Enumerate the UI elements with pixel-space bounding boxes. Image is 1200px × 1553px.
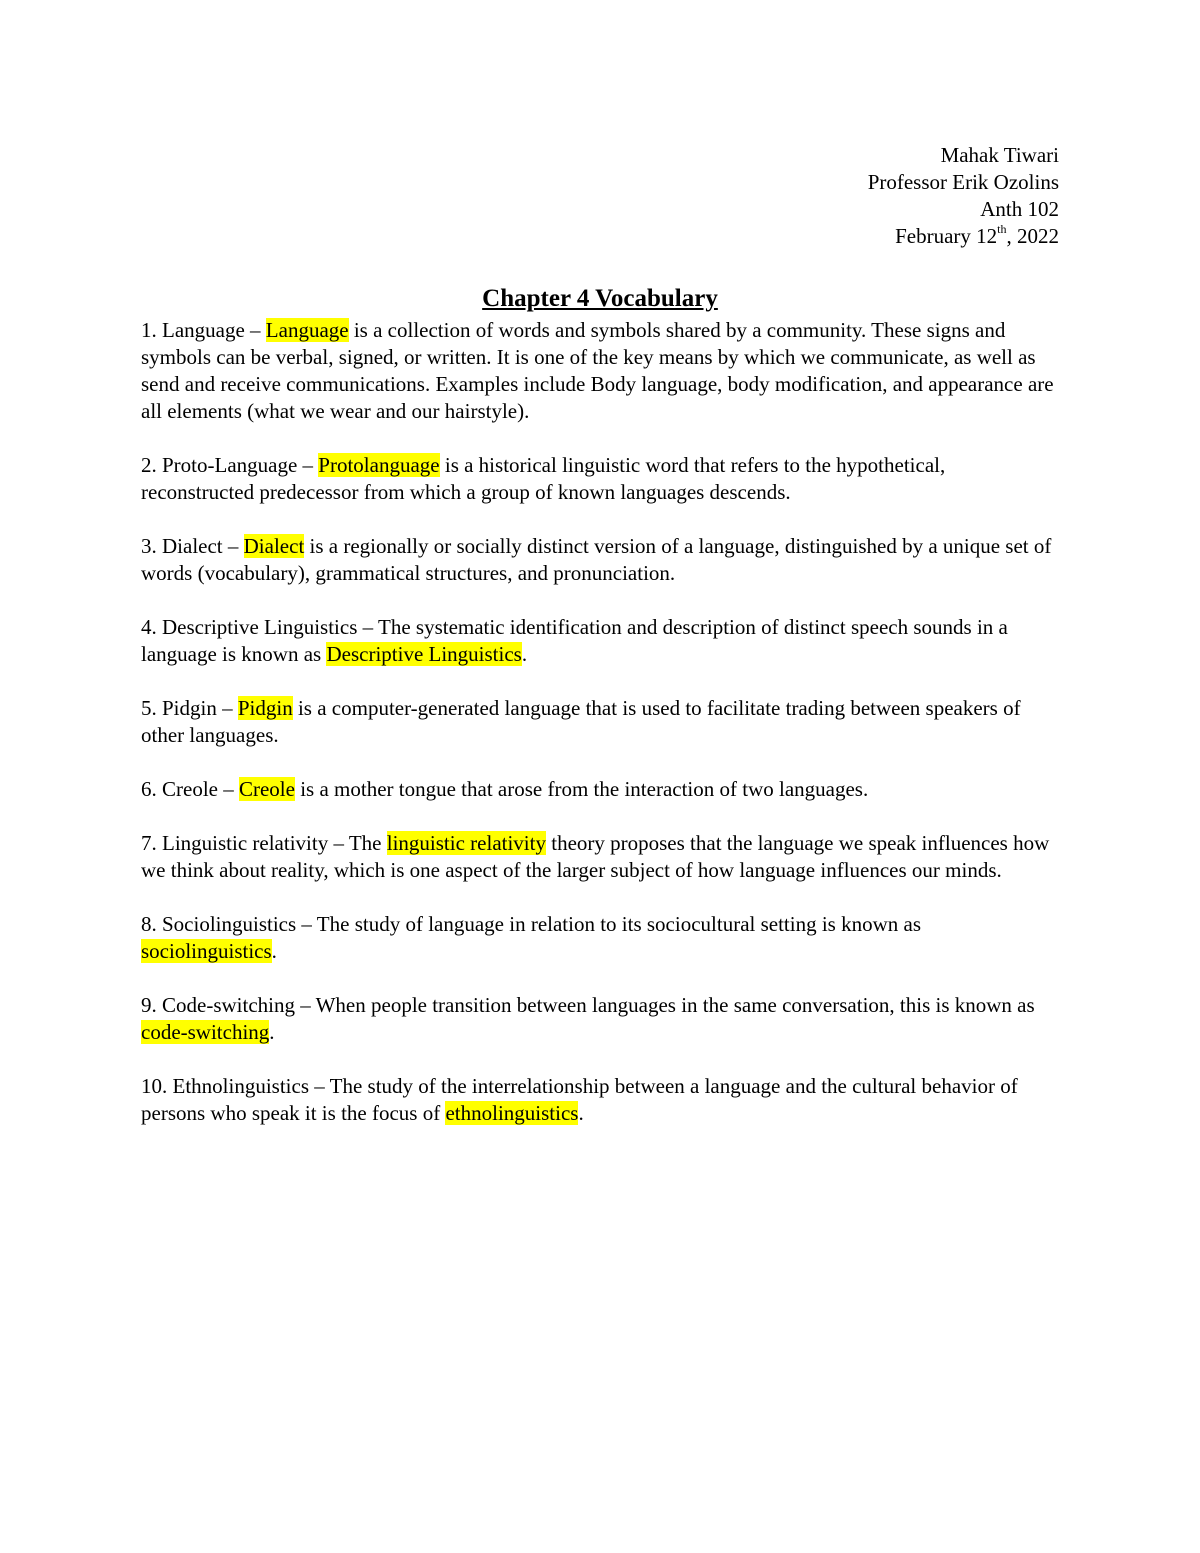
highlighted-term: Dialect — [243, 534, 305, 558]
entry-lead: 2. Proto-Language – — [141, 453, 319, 477]
entry-lead: 4. Descriptive Linguistics – The systematic identification and description of distinct speech sounds in a language is known as — [141, 615, 1008, 666]
vocab-entry-3 — [141, 533, 1061, 587]
entry-text: theory proposes that the language we speak influences how we think about reality, which is one aspect of the larger subject of how language influences our minds. — [141, 831, 1050, 882]
entry-lead: 10. Ethnolinguistics – The study of the interrelationship between a language and the cultural behavior of persons who speak it is the focus of — [141, 1074, 1018, 1125]
entry-text: is a computer-generated language that is used to facilitate trading between speakers of other languages. — [141, 696, 1021, 747]
highlighted-term: linguistic relativity — [386, 831, 546, 855]
entry-lead: 7. Linguistic relativity – The — [141, 831, 387, 855]
date-ordinal: th — [997, 222, 1007, 236]
entry-text: . — [578, 1101, 584, 1125]
entry-text: . — [269, 1020, 275, 1044]
vocab-entry-2 — [141, 452, 1061, 506]
vocabulary-list — [141, 317, 1061, 1154]
highlighted-term: code-switching — [141, 1020, 270, 1044]
highlighted-term: Protolanguage — [318, 453, 440, 477]
course-name: Anth 102 — [980, 197, 1059, 221]
entry-text: is a mother tongue that arose from the interaction of two languages. — [294, 777, 869, 801]
entry-lead: 1. Language – — [141, 318, 266, 342]
entry-lead: 9. Code-switching – When people transition between languages in the same conversation, this is known as — [141, 993, 1035, 1017]
entry-text: . — [271, 939, 277, 963]
entry-text: is a historical linguistic word that refers to the hypothetical, reconstructed predecessor from which a group of known languages descends. — [141, 453, 946, 504]
entry-text: . — [521, 642, 528, 666]
entry-text: is a collection of words and symbols shared by a community. These signs and symbols can be verbal, signed, or written. It is one of the key means by which we communicate, as well as send and receive communications. Examples include Body language, body modification, and appearance are all elements (what we wear and our hairstyle). — [141, 318, 1054, 423]
vocab-entry-8 — [141, 911, 1061, 965]
entry-lead: 5. Pidgin – — [141, 696, 238, 720]
date-suffix: , 2022 — [1006, 224, 1059, 248]
highlighted-term: Language — [265, 318, 349, 342]
entry-lead: 6. Creole – — [141, 777, 239, 801]
date-prefix: February 12 — [895, 224, 998, 248]
professor-name: Professor Erik Ozolins — [867, 170, 1059, 194]
entry-text: is a regionally or socially distinct version of a language, distinguished by a unique set of words (vocabulary), grammatical structures, and pronunciation. — [141, 534, 1052, 585]
header-block — [868, 142, 1059, 250]
entry-lead: 3. Dialect – — [141, 534, 244, 558]
vocab-entry-10 — [141, 1073, 1061, 1127]
author-name: Mahak Tiwari — [940, 143, 1059, 167]
highlighted-term: Creole — [238, 777, 295, 801]
document-date — [868, 223, 1059, 250]
vocab-entry-4 — [141, 614, 1061, 668]
vocab-entry-1 — [141, 317, 1061, 425]
vocab-entry-9 — [141, 992, 1061, 1046]
page-title: Chapter 4 Vocabulary — [482, 285, 718, 312]
vocab-entry-7 — [141, 830, 1061, 884]
highlighted-term: ethnolinguistics — [445, 1101, 579, 1125]
highlighted-term: sociolinguistics — [141, 939, 272, 963]
vocab-entry-5 — [141, 695, 1061, 749]
highlighted-term: Pidgin — [237, 696, 293, 720]
vocab-entry-6 — [141, 776, 1061, 803]
highlighted-term: Descriptive Linguistics — [326, 642, 522, 666]
entry-lead: 8. Sociolinguistics – The study of language in relation to its sociocultural setting is known as — [141, 912, 922, 936]
